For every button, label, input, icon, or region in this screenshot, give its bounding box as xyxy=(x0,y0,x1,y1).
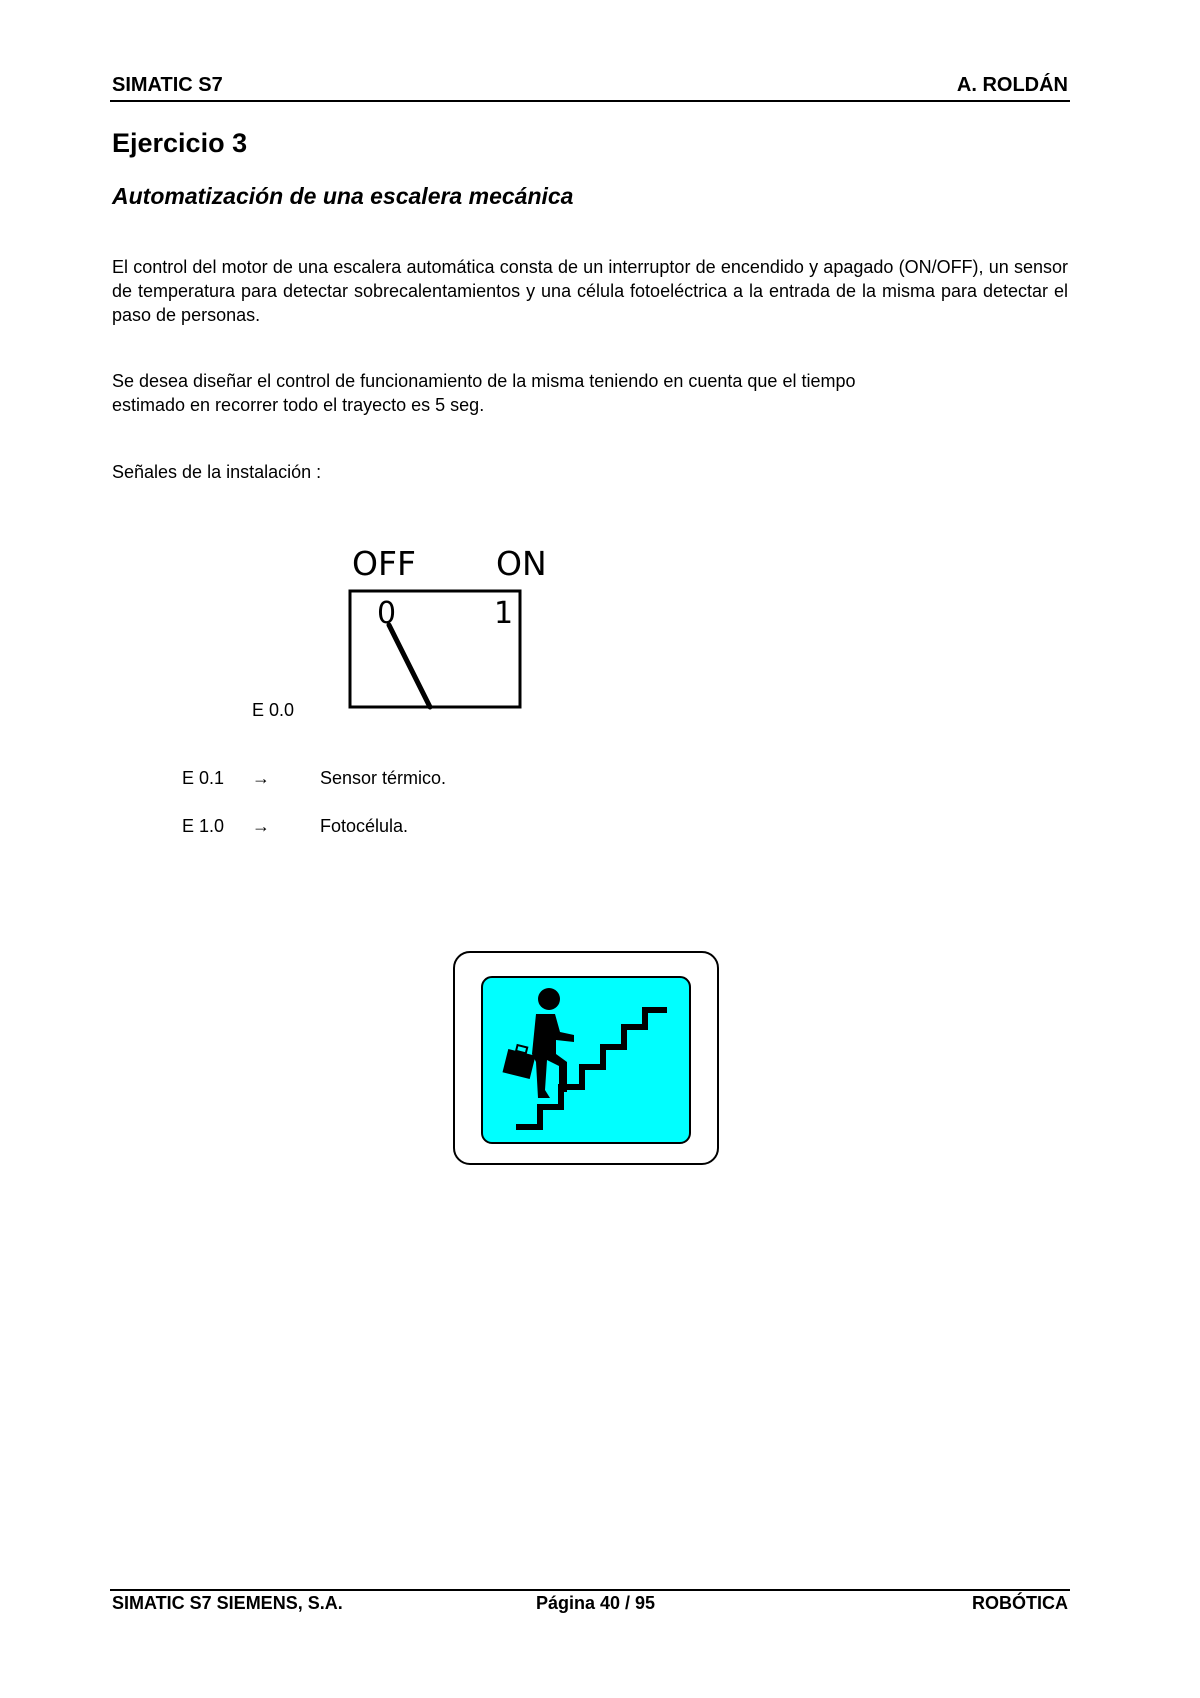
signals-heading: Señales de la instalación : xyxy=(112,462,322,482)
paragraph-requirement-line2: estimado en recorrer todo el trayecto es 5 seg. xyxy=(112,395,485,415)
signal-input: E 0.1 xyxy=(182,768,225,788)
switch-zero: 0 xyxy=(377,596,397,631)
signal-arrow: → xyxy=(252,768,270,788)
escalator-person-icon xyxy=(452,950,722,1168)
signal-description: Sensor térmico. xyxy=(320,768,447,788)
footer-rule xyxy=(110,1589,1070,1591)
switch-lever xyxy=(389,625,430,707)
switch-input-label: E 0.0 xyxy=(252,700,295,720)
signal-input: E 1.0 xyxy=(182,816,225,836)
page-subtitle: Automatización de una escalera mecánica xyxy=(112,183,574,209)
signal-description: Fotocélula. xyxy=(320,816,409,836)
switch-one: 1 xyxy=(494,596,514,631)
footer-left: SIMATIC S7 SIEMENS, S.A. xyxy=(112,1593,343,1613)
person-head xyxy=(538,988,560,1010)
signal-arrow: → xyxy=(252,816,270,836)
paragraph-requirement-line1: Se desea diseñar el control de funcionamiento de la misma teniendo en cuenta que el tiempo xyxy=(112,371,856,391)
header-left: SIMATIC S7 xyxy=(112,74,223,96)
paragraph-intro: El control del motor de una escalera automática consta de un interruptor de encendido y apagado (ON/OFF), un sensor de temperatura para detectar sobrecalentamientos y una célula fotoeléctrica a la entrada de la misma para detectar el paso de personas. xyxy=(112,257,1068,325)
header-right: A. ROLDÁN xyxy=(956,74,1068,96)
header-rule xyxy=(110,100,1070,102)
switch-on-label: ON xyxy=(496,544,547,583)
footer-right: ROBÓTICA xyxy=(972,1593,1068,1613)
page-title: Ejercicio 3 xyxy=(112,128,248,158)
footer-page-number: Página 40 / 95 xyxy=(536,1593,656,1613)
switch-off-label: OFF xyxy=(352,544,416,583)
